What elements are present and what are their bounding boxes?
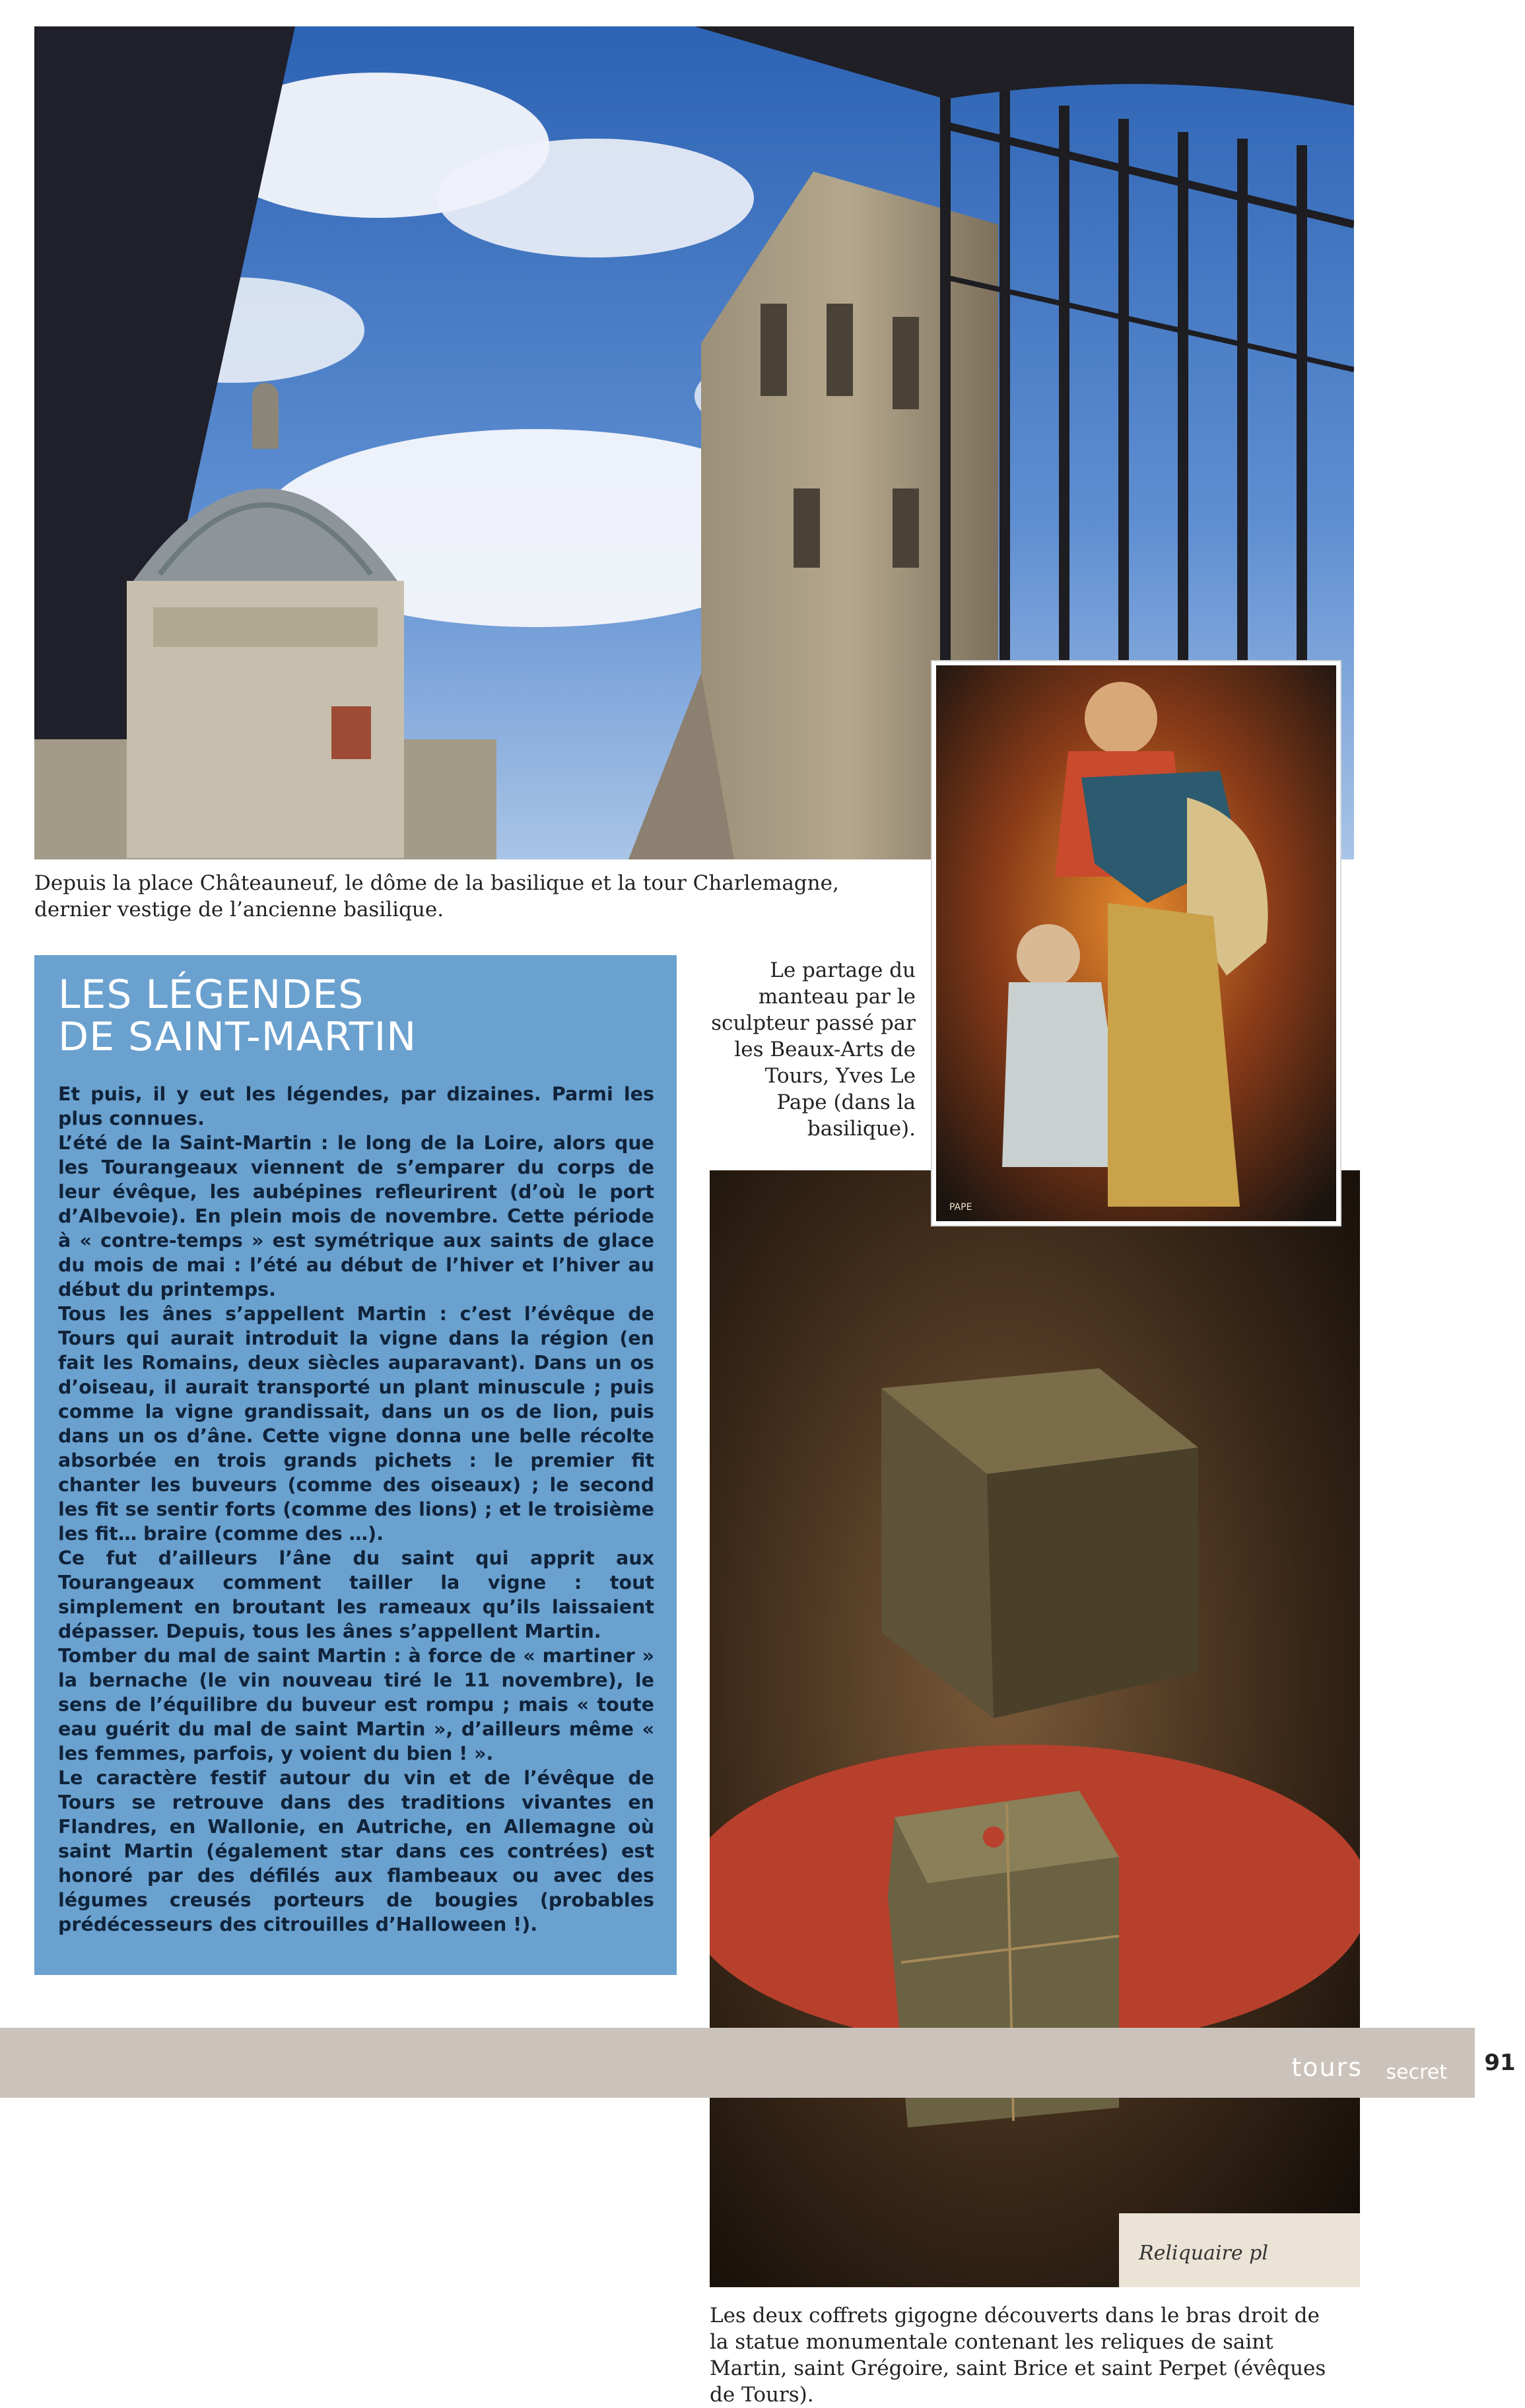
legends-title-line-1: LES LÉGENDES	[58, 972, 364, 1018]
reliquary-illustration	[710, 1170, 1360, 2287]
legends-title-line-2: DE SAINT-MARTIN	[58, 1014, 417, 1060]
legends-title	[58, 974, 654, 1058]
statue-illustration	[936, 665, 1336, 1221]
statue-caption: Le partage du manteau par le sculpteur passé par les Beaux-Arts de Tours, Yves Le Pape (dans la basilique).	[711, 958, 916, 1141]
legends-paragraph: L’été de la Saint-Martin : le long de la Loire, alors que les Tourangeaux viennent de s’emparer du corps de leur évêque, les aubépines refleurirent (d’où le port d’Albevoie). En plein mois de novembre. Cette période à « contre-temps » est symétrique aux saints de glace du mois de mai : l’été au début de l’hiver et l’hiver au début du printemps.	[58, 1132, 654, 1300]
reliquary-label: Reliquaire pl	[1139, 2242, 1268, 2265]
basilica-caption: Depuis la place Châteauneuf, le dôme de la basilique et la tour Charlemagne, dernier vestige de l’ancienne basilique.	[34, 871, 839, 921]
page-number: 91	[1475, 2028, 1525, 2098]
legends-paragraph: Tomber du mal de saint Martin : à force de « martiner » la bernache (le vin nouveau tiré le 11 novembre), le sens de l’équilibre du buveur est rompu ; mais « toute eau guérit du mal de saint Martin », d’ailleurs même « les femmes, parfois, y voient du bien ! ».	[58, 1645, 654, 1764]
reliquary-caption: Les deux coffrets gigogne découverts dans le bras droit de la statue monumentale contenant les reliques de saint Martin, saint Grégoire, saint Brice et saint Perpet (évêques de Tours).	[710, 2304, 1326, 2407]
legends-box	[34, 955, 677, 1975]
footer-brand-main: tours	[1291, 2053, 1363, 2082]
legends-paragraph: Tous les ânes s’appellent Martin : c’est l’évêque de Tours qui aurait introduit la vigne dans la région (en fait les Romains, deux siècles auparavant). Dans un os d’oiseau, il aurait transporté un plant minuscule ; puis comme la vigne grandissait, dans un os de lion, puis dans un os d’âne. Cette vigne donna une belle récolte absorbée en trois grands pichets : le premier fit chanter les buveurs (comme des oiseaux) ; le second les fit se sentir forts (comme des lions) ; et le troisième les fit… braire (comme des …).	[58, 1303, 654, 1545]
legends-paragraph: Et puis, il y eut les légendes, par dizaines. Parmi les plus connues.	[58, 1083, 654, 1129]
statue-photo	[932, 661, 1340, 1225]
legends-paragraph: Ce fut d’ailleurs l’âne du saint qui apprit aux Tourangeaux comment tailler la vigne : tout simplement en broutant les rameaux qu’ils laissaient dépasser. Depuis, tous les ânes s’appellent Martin.	[58, 1547, 654, 1642]
reliquary-photo	[710, 1170, 1360, 2287]
statue-signature: PAPE	[949, 1202, 972, 1213]
footer-brand-sub: secret	[1386, 2061, 1447, 2084]
legends-body	[58, 1082, 654, 1937]
legends-paragraph: Le caractère festif autour du vin et de l’évêque de Tours se retrouve dans des traditions vivantes en Flandres, en Wallonie, en Autriche, en Allemagne où saint Martin (également star dans ces contrées) est honoré par des défilés aux flambeaux ou avec des légumes creusés porteurs de bougies (probables prédécesseurs des citrouilles d’Halloween !).	[58, 1767, 654, 1935]
